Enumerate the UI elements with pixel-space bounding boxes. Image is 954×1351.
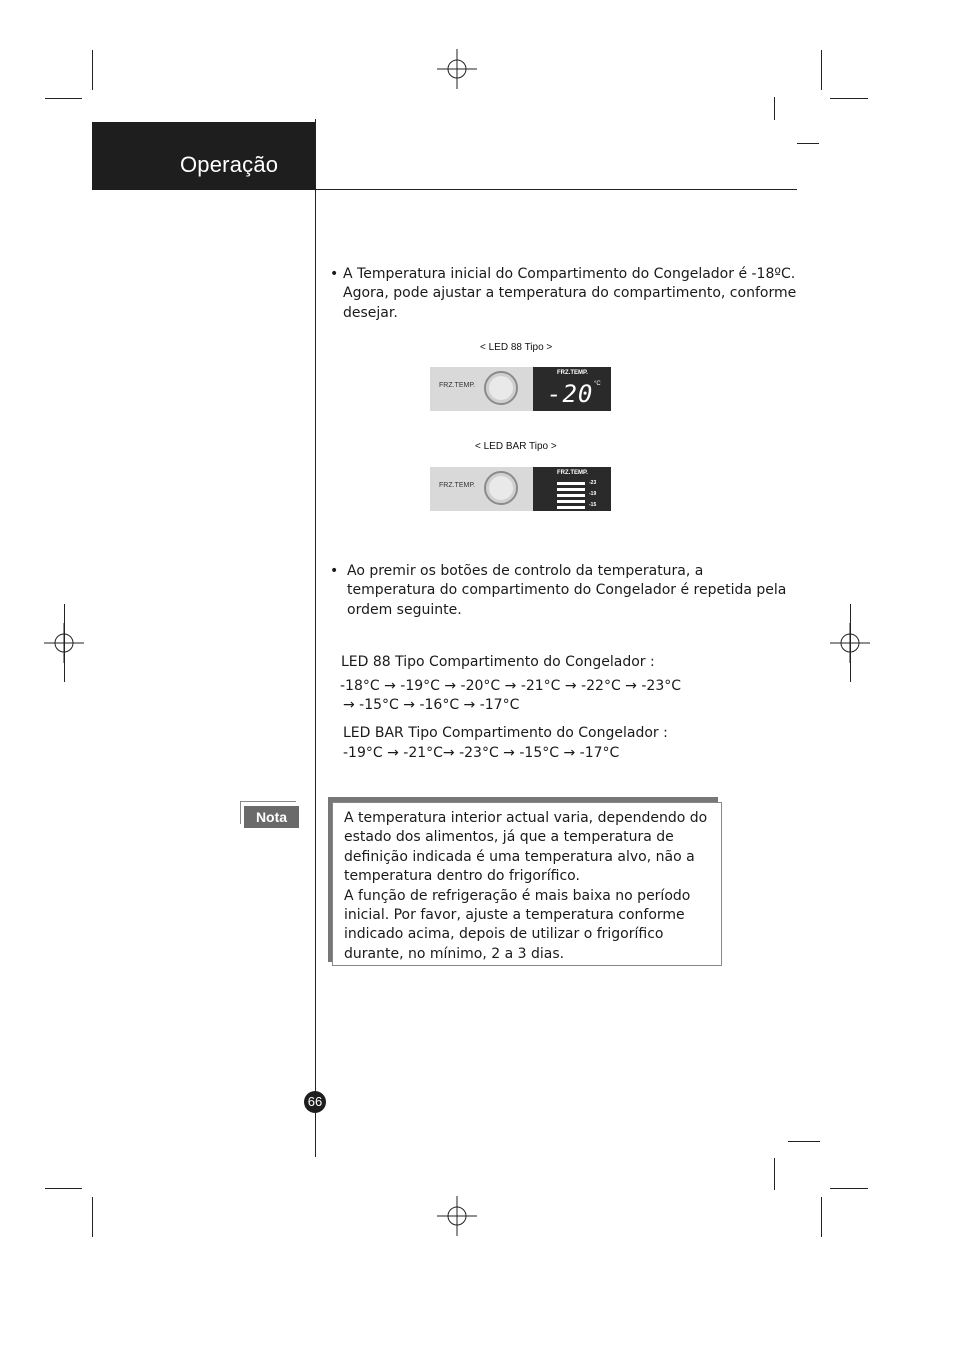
note-paragraph: A função de refrigeração é mais baixa no período inicial. Por favor, ajuste a temperatura conforme indicado acima, depois de utilizar o frigorífico durante, no mínimo, 2 a 3 dias. [344,887,691,962]
crop-mark [64,604,65,682]
led88-display-value: -20 [547,380,594,408]
ledbar-sequence-heading: LED BAR Tipo Compartimento do Congelador : [343,725,668,741]
page-title: Operação [180,152,279,177]
crop-mark [92,50,93,90]
led88-caption: < LED 88 Tipo > [480,342,553,353]
intro-paragraph [330,265,800,323]
column-rule [315,119,316,1157]
crop-mark [788,1141,820,1142]
ledbar-display [533,467,611,511]
led88-sequence-heading: LED 88 Tipo Compartimento do Congelador : [341,654,655,670]
crop-mark [821,50,822,90]
registration-mark-icon [437,49,477,89]
frz-temp-button-label: FRZ.TEMP. [439,382,476,389]
crop-mark [774,97,775,120]
frz-temp-button[interactable] [484,471,518,505]
scale-label: -23 [589,480,597,486]
display-unit: °C [594,381,601,387]
level-bar [557,506,585,509]
second-paragraph [330,562,795,620]
led88-sequence-line: -18°C → -19°C → -20°C → -21°C → -22°C → -23°C [340,678,682,694]
crop-mark [830,98,868,99]
crop-mark [830,1188,868,1189]
page-number: 66 [304,1091,326,1113]
led88-control-panel [430,367,611,411]
level-bar [557,488,585,491]
note-paragraph: A temperatura interior actual varia, dependendo do estado dos alimentos, já que a temperatura de definição indicada é uma temperatura alvo, não a temperatura dentro do frigorífico. [344,810,708,885]
led88-display [533,367,611,411]
crop-mark [797,143,819,144]
ledbar-sequence-line: -19°C → -21°C→ -23°C → -15°C → -17°C [343,745,620,761]
ledbar-caption: < LED BAR Tipo > [475,441,557,452]
registration-mark-icon [437,1196,477,1236]
crop-mark [45,98,82,99]
crop-mark [850,604,851,682]
crop-mark [774,1158,775,1190]
level-bar [557,500,585,503]
scale-label: -19 [589,491,597,497]
level-bar [557,482,585,485]
display-label: FRZ.TEMP. [557,470,588,476]
ledbar-control-panel [430,467,611,511]
intro-text: A Temperatura inicial do Compartimento do Congelador é -18ºC. Agora, pode ajustar a temperatura do compartimento, conforme desejar. [343,266,797,321]
bullet: • [330,266,339,282]
led88-sequence-line: → -15°C → -16°C → -17°C [343,697,520,713]
frz-temp-button[interactable] [484,371,518,405]
nota-label: Nota [244,806,299,828]
note-text [344,809,719,964]
note-box [332,802,722,966]
crop-mark [92,1197,93,1237]
frz-temp-button-label: FRZ.TEMP. [439,482,476,489]
display-label: FRZ.TEMP. [557,370,588,376]
second-text: Ao premir os botões de controlo da temperatura, a temperatura do compartimento do Congelador é repetida pela ordem seguinte. [347,563,787,618]
bullet: • [330,563,339,579]
header-rule [315,189,797,190]
level-bar [557,494,585,497]
crop-mark [821,1197,822,1237]
crop-mark [45,1188,82,1189]
scale-label: -15 [589,502,597,508]
